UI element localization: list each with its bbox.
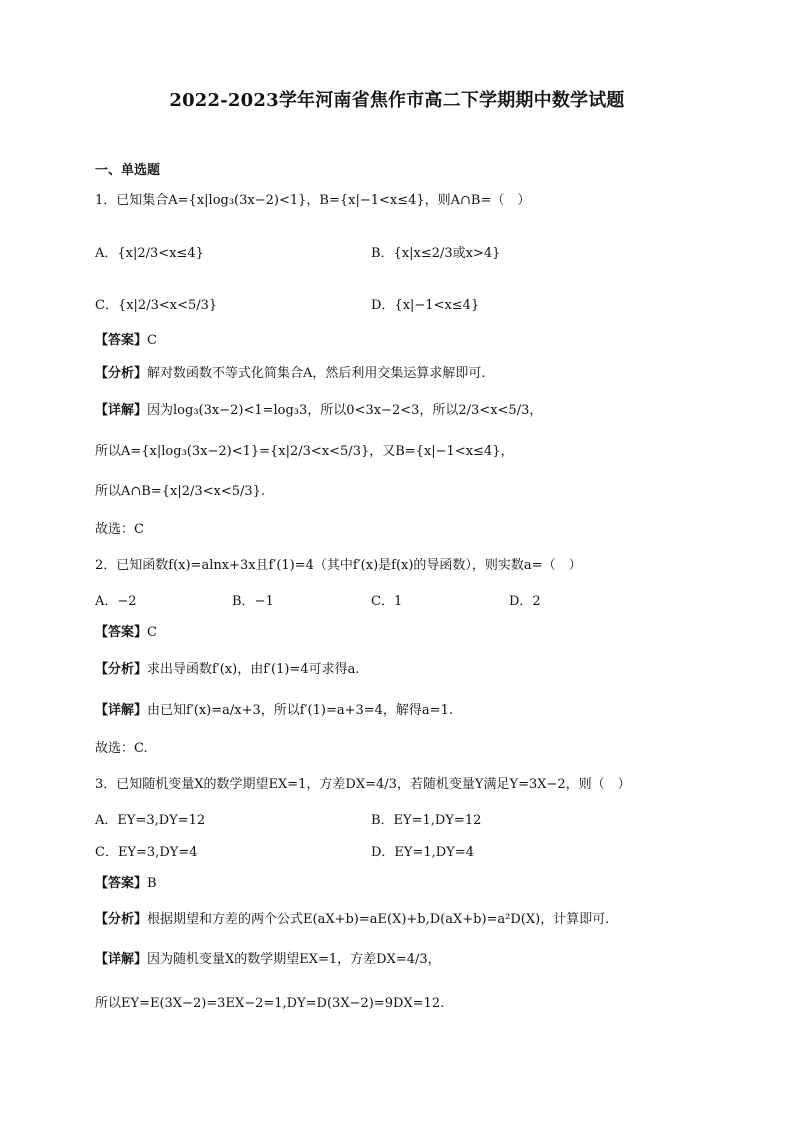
q3-detail-row-1 [95, 950, 441, 970]
q2-answer: C [147, 625, 157, 640]
q1-analysis-row [95, 364, 486, 384]
q1-detail-row-1 [95, 401, 542, 421]
answer-label: 【答案】 [95, 625, 148, 640]
q2-choose: 故选：C. [95, 741, 148, 756]
q2-option-a: A．−2 [95, 594, 137, 609]
q3-answer: B [147, 876, 157, 891]
q3-detail-2: 所以EY=E(3X−2)=3EX−2=1,DY=D(3X−2)=9DX=12. [95, 996, 445, 1011]
q1-detail-2: 所以A={x|log₃(3x−2)<1}={x|2/3<x<5/3}，又B={x|−1<x≤4}， [95, 444, 514, 459]
q1-answer-row [95, 331, 157, 351]
q3-answer-row [95, 874, 157, 894]
q1-detail-3: 所以A∩B={x|2/3<x<5/3}. [95, 484, 266, 499]
q1-option-d: D．{x|−1<x≤4} [371, 298, 480, 313]
q3-analysis: 根据期望和方差的两个公式E(aX+b)=aE(X)+b,D(aX+b)=a²D(X)，计算即可. [147, 912, 610, 927]
q1-answer: C [147, 333, 157, 348]
q2-analysis: 求出导函数f′(x)，由f′(1)=4可求得a. [147, 662, 360, 677]
q1-option-b: B．{x|x≤2/3或x>4} [371, 246, 501, 261]
detail-label: 【详解】 [95, 703, 148, 718]
q1-analysis: 解对数函数不等式化简集合A，然后利用交集运算求解即可. [147, 366, 486, 381]
answer-label: 【答案】 [95, 333, 148, 348]
analysis-label: 【分析】 [95, 912, 148, 927]
q3-analysis-row [95, 910, 609, 930]
answer-label: 【答案】 [95, 876, 148, 891]
document-title: 2022-2023学年河南省焦作市高二下学期期中数学试题 [169, 90, 625, 111]
q1-stem: 1．已知集合A={x|log₃(3x−2)<1}，B={x|−1<x≤4}，则A∩B=（ ） [95, 193, 531, 208]
q1-option-c: C．{x|2/3<x<5/3} [95, 298, 218, 313]
q2-stem: 2．已知函数f(x)=alnx+3x且f′(1)=4（其中f′(x)是f(x)的导函数），则实数a=（ ） [95, 558, 582, 573]
q3-option-b: B．EY=1,DY=12 [371, 813, 482, 828]
detail-label: 【详解】 [95, 403, 148, 418]
analysis-label: 【分析】 [95, 366, 148, 381]
detail-label: 【详解】 [95, 952, 148, 967]
q1-detail-1: 因为log₃(3x−2)<1=log₃3，所以0<3x−2<3，所以2/3<x<5/3， [147, 403, 543, 418]
q2-option-c: C．1 [371, 594, 403, 609]
q3-option-a: A．EY=3,DY=12 [95, 813, 206, 828]
q3-stem: 3．已知随机变量X的数学期望EX=1，方差DX=4/3，若随机变量Y满足Y=3X−2，则（ ） [95, 777, 631, 792]
q1-option-a: A．{x|2/3<x≤4} [95, 246, 204, 261]
q3-option-d: D．EY=1,DY=4 [371, 845, 474, 860]
q3-detail-1: 因为随机变量X的数学期望EX=1，方差DX=4/3， [147, 952, 441, 967]
q2-answer-row [95, 623, 157, 643]
q2-detail-1: 由已知f′(x)=a/x+3，所以f′(1)=a+3=4，解得a=1. [147, 703, 453, 718]
q2-detail-row-1 [95, 701, 453, 721]
q2-option-d: D．2 [509, 594, 541, 609]
q3-option-c: C．EY=3,DY=4 [95, 845, 198, 860]
q1-choose: 故选：C [95, 522, 144, 537]
q2-option-b: B．−1 [232, 594, 274, 609]
section-heading: 一、单选题 [95, 163, 161, 178]
q2-analysis-row [95, 660, 359, 680]
analysis-label: 【分析】 [95, 662, 148, 677]
